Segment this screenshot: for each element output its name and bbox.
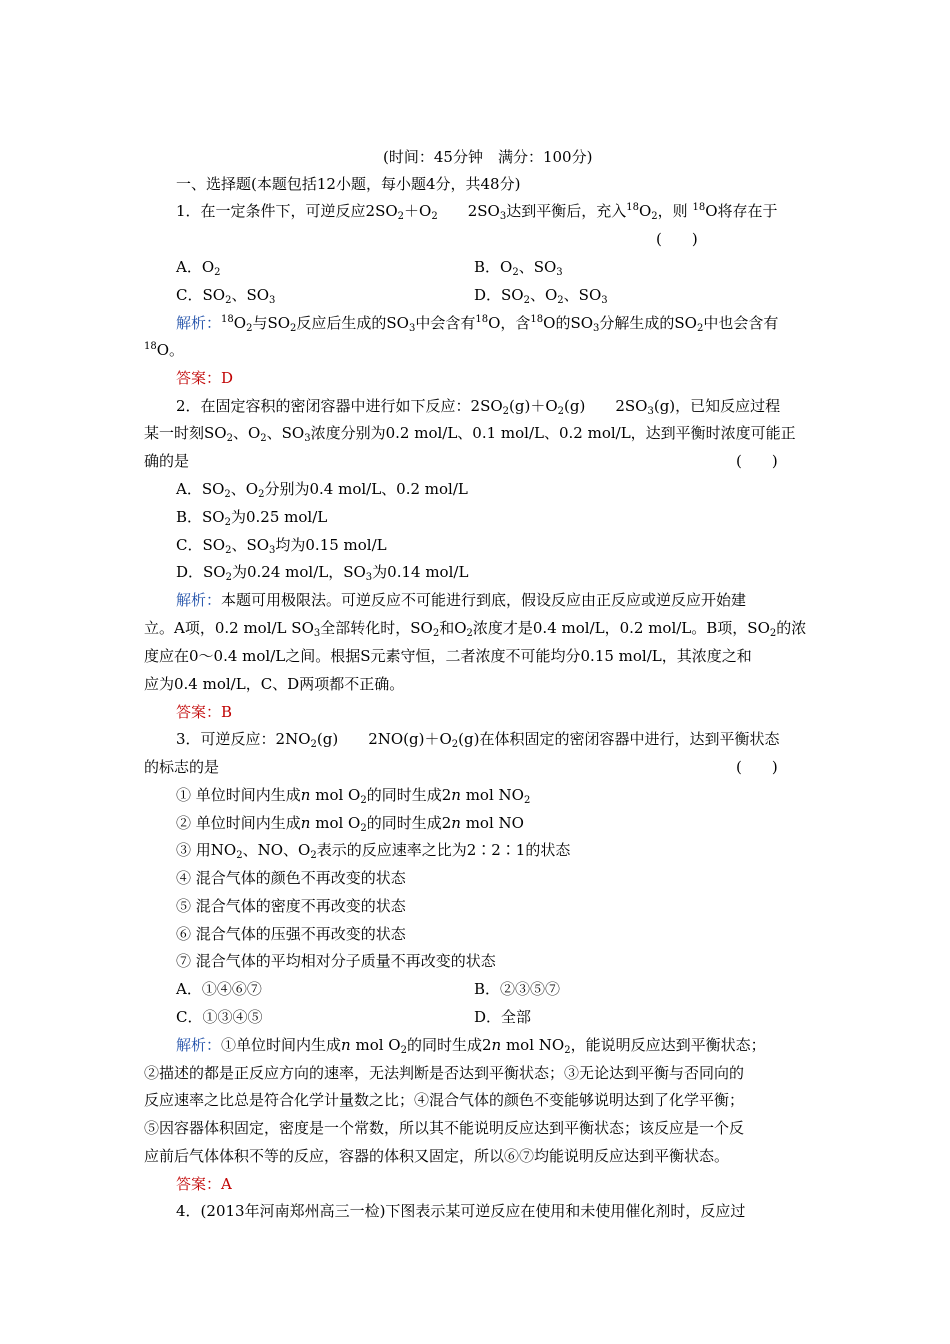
q3-item-2: ② 单位时间内生成n mol $O_2$的同时生成2n mol NO bbox=[176, 814, 524, 834]
q3-analysis-line4: ⑤因容器体积固定，密度是一个常数，所以其不能说明反应达到平衡状态；该反应是一个反 bbox=[144, 1119, 745, 1137]
q2-stem-line1: 2．在固定容积的密闭容器中进行如下反应：$2SO_2(g)+O_2(g)$ $2SO_3(g)$，已知反应过程 bbox=[176, 397, 781, 417]
q1-option-c: C．$SO_2$、$SO_3$ bbox=[176, 286, 276, 306]
section-title: 一、选择题(本题包括12小题，每小题4分，共48分) bbox=[176, 175, 521, 193]
q3-analysis-line5: 应前后气体体积不等的反应，容器的体积又固定，所以⑥⑦均能说明反应达到平衡状态。 bbox=[144, 1147, 730, 1165]
q3-item-4: ④ 混合气体的颜色不再改变的状态 bbox=[176, 869, 406, 887]
q2-stem-line2: 某一时刻$SO_2$、$O_2$、$SO_3$浓度分别为0.2 mol/L、0.1 mol/L、0.2 mol/L，达到平衡时浓度可能正 bbox=[144, 424, 796, 444]
q3-option-d: D．全部 bbox=[474, 1008, 532, 1026]
q3-analysis-line1: 解析：①单位时间内生成n mol $O_2$的同时生成2n mol $NO_2$，能说明反应达到平衡状态； bbox=[176, 1036, 766, 1056]
q3-stem-line2: 的标志的是 bbox=[144, 758, 220, 776]
q2-option-b: B．$SO_2$为0.25 mol/L bbox=[176, 508, 328, 528]
q3-option-a: A．①④⑥⑦ bbox=[176, 980, 262, 998]
q1-stem: 1．在一定条件下，可逆反应$2SO_2+O_2$ $2SO_3$达到平衡后，充入$^{18}O_2$，则 $^{18}$O将存在于 bbox=[176, 202, 778, 222]
analysis-label: 解析： bbox=[176, 591, 222, 609]
q4-stem-line1: 4．(2013年河南郑州高三一检)下图表示某可逆反应在使用和未使用催化剂时，反应过 bbox=[176, 1202, 746, 1220]
time-score-header: (时间：45分钟 满分：100分) bbox=[383, 148, 593, 166]
q3-answer-paren: ( ) bbox=[736, 758, 778, 776]
q3-item-3: ③ 用$NO_2$、NO、$O_2$表示的反应速率之比为2∶2∶1的状态 bbox=[176, 841, 571, 861]
q1-option-a: A．$O_2$ bbox=[176, 258, 221, 278]
q3-option-c: C．①③④⑤ bbox=[176, 1008, 263, 1026]
q2-analysis-line4: 应为0.4 mol/L，C、D两项都不正确。 bbox=[144, 675, 405, 693]
q2-option-c: C．$SO_2$、$SO_3$均为0.15 mol/L bbox=[176, 536, 387, 556]
q1-analysis-line2: $^{18}$O。 bbox=[144, 341, 185, 359]
q3-analysis-line3: 反应速率之比总是符合化学计量数之比；④混合气体的颜色不变能够说明达到了化学平衡； bbox=[144, 1091, 745, 1109]
q2-stem-line3: 确的是 bbox=[144, 452, 190, 470]
q1-analysis-line1: 解析：$^{18}O_2$与$SO_2$反应后生成的$SO_3$中会含有$^{18}$O，含$^{18}$O的$SO_3$分解生成的$SO_2$中也会含有 bbox=[176, 314, 779, 334]
q2-option-a: A．$SO_2$、$O_2$分别为0.4 mol/L、0.2 mol/L bbox=[176, 480, 468, 500]
q3-option-b: B．②③⑤⑦ bbox=[474, 980, 561, 998]
analysis-label: 解析： bbox=[176, 1036, 222, 1054]
q2-answer-paren: ( ) bbox=[736, 452, 778, 470]
q2-analysis-line3: 度应在0～0.4 mol/L之间。根据S元素守恒，二者浓度不可能均分0.15 mol/L，其浓度之和 bbox=[144, 647, 752, 665]
q2-analysis-line2: 立。A项，0.2 mol/L $SO_3$全部转化时，$SO_2$和$O_2$浓度才是0.4 mol/L，0.2 mol/L。B项，$SO_2$的浓 bbox=[144, 619, 807, 639]
q1-option-d: D．$SO_2$、$O_2$、$SO_3$ bbox=[474, 286, 608, 306]
q3-stem-line1: 3．可逆反应：$2NO_2(g)$ $2NO(g)+O_2(g)$在体积固定的密闭容器中进行，达到平衡状态 bbox=[176, 730, 780, 750]
q3-analysis-line2: ②描述的都是正反应方向的速率，无法判断是否达到平衡状态；③无论达到平衡与否同向的 bbox=[144, 1064, 745, 1082]
q3-item-7: ⑦ 混合气体的平均相对分子质量不再改变的状态 bbox=[176, 952, 496, 970]
q3-item-5: ⑤ 混合气体的密度不再改变的状态 bbox=[176, 897, 406, 915]
q3-item-6: ⑥ 混合气体的压强不再改变的状态 bbox=[176, 925, 406, 943]
q3-item-1: ① 单位时间内生成n mol $O_2$的同时生成2n mol $NO_2$ bbox=[176, 786, 531, 806]
q2-analysis-line1: 解析：本题可用极限法。可逆反应不可能进行到底，假设反应由正反应或逆反应开始建 bbox=[176, 591, 747, 609]
analysis-label: 解析： bbox=[176, 314, 222, 332]
q1-answer-paren: ( ) bbox=[656, 230, 698, 248]
q1-option-b: B．$O_2$、$SO_3$ bbox=[474, 258, 563, 278]
q3-answer: 答案：A bbox=[176, 1175, 232, 1193]
q2-option-d: D．$SO_2$为0.24 mol/L，$SO_3$为0.14 mol/L bbox=[176, 563, 469, 583]
q1-answer: 答案：D bbox=[176, 369, 234, 387]
q2-answer: 答案：B bbox=[176, 703, 233, 721]
